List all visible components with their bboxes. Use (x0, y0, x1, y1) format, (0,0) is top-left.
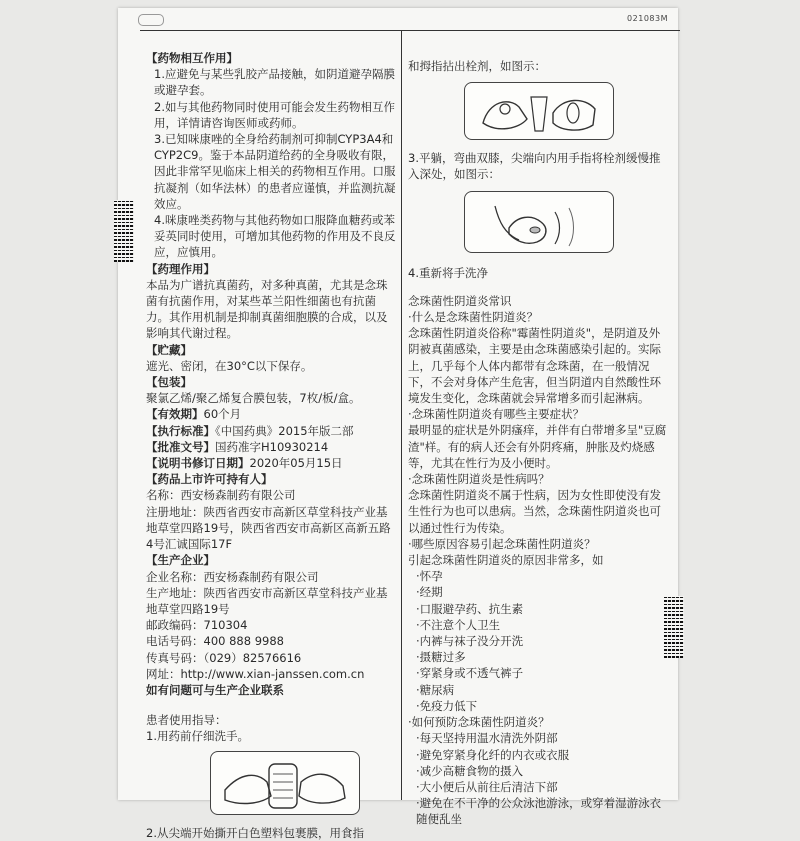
question-4: ·哪些原因容易引起念珠菌性阴道炎？ (408, 536, 596, 551)
pharmacology-text: 本品为广谱抗真菌药，对多种真菌，尤其是念珠菌有抗菌作用，对某些革兰阳性细菌也有抗菌力。其作用机制是抑制真菌细胞膜的合成，以及影响其代谢过程。 (146, 277, 388, 341)
interaction-item-4: 4.咪康唑类药物与其他药物如口服降血糖药或苯妥英同时使用，可增加其他药物的作用及不良反应，应慎用。 (154, 213, 396, 260)
prevention-item: ·避免在不干净的公众泳池游泳，或穿着湿游泳衣随便乱坐 (416, 796, 662, 827)
top-rule (140, 30, 680, 31)
step-2-start: 2.从尖端开始撕开白色塑料包裹膜，用食指 (146, 825, 364, 840)
knowledge-title: 念珠菌性阴道炎常识 (408, 293, 512, 308)
holder-name: 名称：西安杨森制药有限公司 (146, 488, 296, 503)
package-text: 聚氯乙烯/聚乙烯复合膜包装，7枚/板/盒。 (146, 391, 361, 406)
answer-4: 引起念珠菌性阴道炎的原因非常多，如 (408, 553, 604, 568)
step-4: 4.重新将手洗净 (408, 265, 488, 280)
website: 网址：http://www.xian-janssen.com.cn (146, 666, 365, 681)
cause-item: ·内裤与袜子没分开洗 (416, 634, 524, 649)
holder-address: 注册地址：陕西省西安市高新区草堂科技产业基地草堂四路19号，陕西省西安市高新区高新五路4号汇诚国际17F (146, 504, 391, 552)
section-heading-maker: 【生产企业】 (146, 553, 215, 568)
prevention-item: ·大小便后从前往后清洁下部 (416, 779, 558, 794)
maker-address: 生产地址：陕西省西安市高新区草堂科技产业基地草堂四路19号 (146, 585, 388, 616)
cause-item: ·穿紧身或不透气裤子 (416, 666, 524, 681)
step-3: 3.平躺，弯曲双膝，尖端向内用手指将栓剂缓慢推入深处，如图示： (408, 151, 661, 182)
step-1: 1.用药前仔细洗手。 (146, 729, 249, 744)
cause-item: ·糖尿病 (416, 682, 455, 697)
column-divider (401, 30, 402, 800)
section-heading-storage: 【贮藏】 (146, 342, 192, 357)
insertion-illustration (464, 191, 614, 253)
prevention-item: ·避免穿紧身化纤的内衣或衣服 (416, 747, 570, 762)
cause-item: ·免疫力低下 (416, 698, 478, 713)
left-column (146, 50, 396, 841)
right-column (408, 58, 670, 828)
document-code: 021083M (627, 14, 668, 23)
prevention-item: ·每天坚持用温水清洗外阴部 (416, 731, 558, 746)
standard-row: 【执行标准】《中国药典》2015年版二部 (146, 423, 354, 438)
approval-row: 【批准文号】国药准字H10930214 (146, 439, 329, 454)
step-2-end: 和拇指拈出栓剂，如图示： (408, 59, 546, 73)
maker-name: 企业名称：西安杨森制药有限公司 (146, 569, 319, 584)
section-heading-package: 【包装】 (146, 375, 192, 390)
question-2: ·念珠菌性阴道炎有哪些主要症状？ (408, 407, 585, 422)
revision-row: 【说明书修订日期】2020年05月15日 (146, 456, 343, 471)
question-3: ·念珠菌性阴道炎是性病吗？ (408, 472, 550, 487)
logo-icon (138, 14, 164, 26)
validity-row: 【有效期】60个月 (146, 407, 242, 422)
answer-3: 念珠菌性阴道炎不属于性病，因为女性即使没有发生性行为也可以患病。当然，念珠菌性阴道炎也可以通过性行为传染。 (408, 488, 661, 535)
section-heading-pharmacology: 【药理作用】 (146, 261, 215, 276)
cause-item: ·经期 (416, 585, 443, 600)
storage-text: 遮光、密闭，在30°C以下保存。 (146, 358, 313, 373)
question-1: ·什么是念珠菌性阴道炎？ (408, 310, 539, 325)
cause-item: ·口服避孕药、抗生素 (416, 601, 524, 616)
barcode-left (114, 200, 134, 262)
answer-1: 念珠菌性阴道炎俗称"霉菌性阴道炎"，是阴道及外阴被真菌感染，主要是由念珠菌感染引起的。实际上，几乎每个人体内都带有念珠菌，在一般情况下，不会对身体产生危害，但当阴道内自然酸性环境发生变化，念珠菌就会异常增多而引起淋病。 (408, 326, 661, 406)
cause-item: ·怀孕 (416, 569, 443, 584)
postcode: 邮政编码：710304 (146, 618, 248, 633)
section-heading-holder: 【药品上市许可持有人】 (146, 472, 273, 487)
hand-washing-illustration (210, 751, 360, 815)
interaction-item-3: 3.已知咪康唑的全身给药制剂可抑制CYP3A4和CYP2C9。鉴于本品阴道给药的全身吸收有限，因此非常罕见临床上相关的药物相互作用。口服抗凝剂（如华法林）的患者应谨慎，并监测抗凝效应。 (154, 132, 396, 211)
answer-2: 最明显的症状是外阴瘙痒，并伴有白带增多呈"豆腐渣"样。有的病人还会有外阴疼痛，肿胀及灼烧感等，尤其在性行为及小便时。 (408, 423, 667, 470)
prevention-item: ·减少高糖食物的摄入 (416, 763, 524, 778)
interaction-item-2: 2.如与其他药物同时使用可能会发生药物相互作用，详情请咨询医师或药师。 (154, 99, 395, 130)
cause-item: ·不注意个人卫生 (416, 617, 501, 632)
contact-note: 如有问题可与生产企业联系 (146, 682, 284, 697)
suppository-unwrapping-illustration (464, 82, 614, 140)
cause-item: ·摄糖过多 (416, 650, 466, 665)
interaction-item-1: 1.应避免与某些乳胶产品接触，如阴道避孕隔膜或避孕套。 (154, 67, 395, 98)
patient-guide-title: 患者使用指导： (146, 713, 227, 728)
fax: 传真号码：（029）82576616 (146, 650, 302, 665)
phone: 电话号码：400 888 9988 (146, 634, 284, 649)
question-5: ·如何预防念珠菌性阴道炎？ (408, 715, 550, 730)
section-heading-interaction: 【药物相互作用】 (146, 51, 238, 65)
